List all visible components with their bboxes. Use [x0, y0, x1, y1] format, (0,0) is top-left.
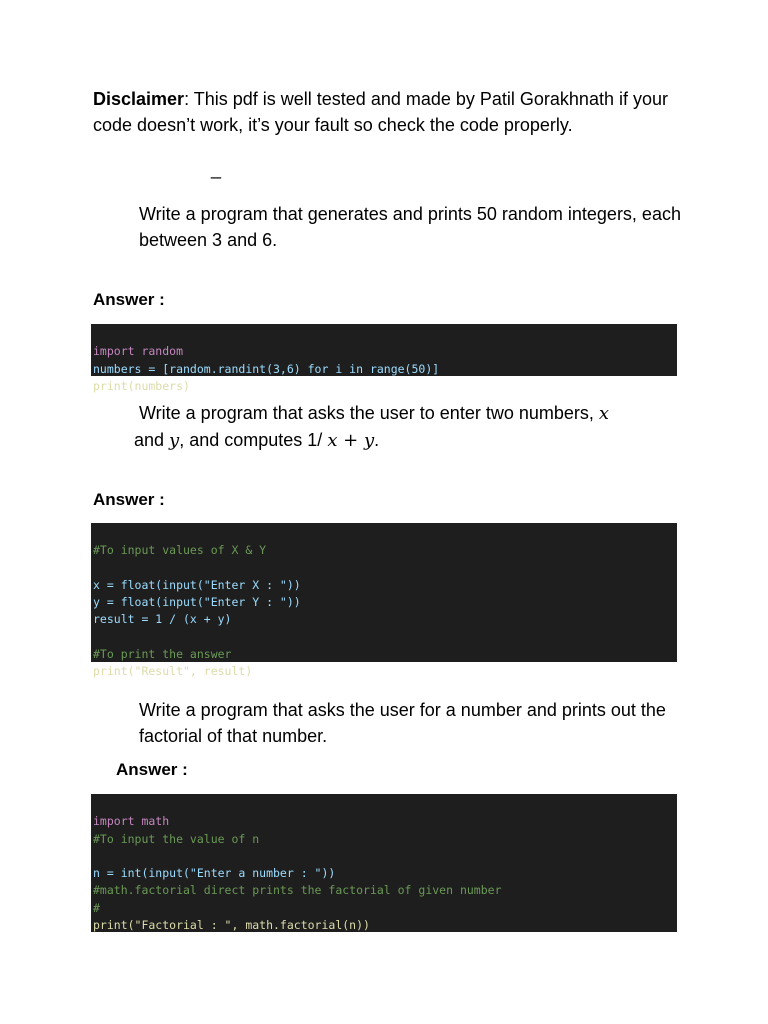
dash: _: [211, 159, 222, 179]
question-1: Write a program that generates and prints 50 random integers, each between 3 and 6.: [139, 204, 681, 250]
code-text: #math.factorial direct prints the factorial of given number: [93, 883, 502, 898]
code-text: #To input the value of n: [93, 831, 260, 846]
code-line: [93, 378, 675, 395]
code-line: [93, 900, 675, 917]
code-line: [93, 865, 675, 882]
code-text: result = 1 / (x + y): [93, 612, 232, 627]
code-text: #To print the answer: [93, 647, 232, 662]
question-3: Write a program that asks the user for a number and prints out the factorial of that number.: [139, 700, 666, 746]
code-line: [93, 848, 675, 865]
code-line: [93, 663, 675, 680]
code-line: [93, 611, 675, 628]
math-var-x: x: [598, 403, 610, 424]
code-text: y = float(input("Enter Y : ")): [93, 595, 301, 610]
answer-label-1: Answer :: [93, 290, 165, 309]
disclaimer-text: : This pdf is well tested and made by Patil Gorakhnath if your code doesn’t work, it’s your fault so check the code properly.: [93, 89, 668, 135]
code-line: [93, 361, 675, 378]
question-2-text: Write a program that asks the user to enter two numbers,: [139, 403, 599, 423]
question-2: [134, 400, 699, 454]
math-expr: x + y: [327, 430, 375, 451]
code-line: [93, 343, 675, 360]
code-line: [93, 542, 675, 559]
code-line: [93, 629, 675, 646]
math-var-y: y: [169, 430, 180, 451]
answer-label-3: Answer :: [116, 760, 188, 779]
code-line: [93, 917, 675, 934]
code-line: [93, 882, 675, 899]
code-text: #: [93, 900, 100, 915]
question-2-end: .: [374, 430, 380, 450]
code-text: numbers = [random.randint(3,6) for i in range(50)]: [93, 361, 440, 376]
disclaimer-label: Disclaimer: [93, 89, 185, 109]
code-text: x = float(input("Enter X : ")): [93, 577, 301, 592]
answer-label-2: Answer :: [93, 490, 165, 509]
code-text: print("Factorial : ", math.factorial(n)): [93, 918, 370, 933]
code-text: print("Result", result): [93, 664, 253, 679]
code-block-1: [91, 324, 677, 393]
code-text: import math: [93, 814, 170, 829]
code-block-2: [91, 523, 677, 679]
code-text: n = int(input("Enter a number : ")): [93, 866, 336, 881]
code-line: [93, 813, 675, 830]
code-line: [93, 560, 675, 577]
code-text: import random: [93, 344, 184, 359]
code-line: [93, 831, 675, 848]
code-block-3: [91, 794, 677, 932]
question-2-and: and: [134, 430, 170, 450]
code-line: [93, 577, 675, 594]
code-line: [93, 594, 675, 611]
code-line: [93, 646, 675, 663]
disclaimer: [93, 86, 693, 138]
code-text: print(numbers): [93, 378, 190, 393]
code-text: #To input values of X & Y: [93, 543, 267, 558]
question-2-computes: , and computes 1/: [179, 430, 328, 450]
